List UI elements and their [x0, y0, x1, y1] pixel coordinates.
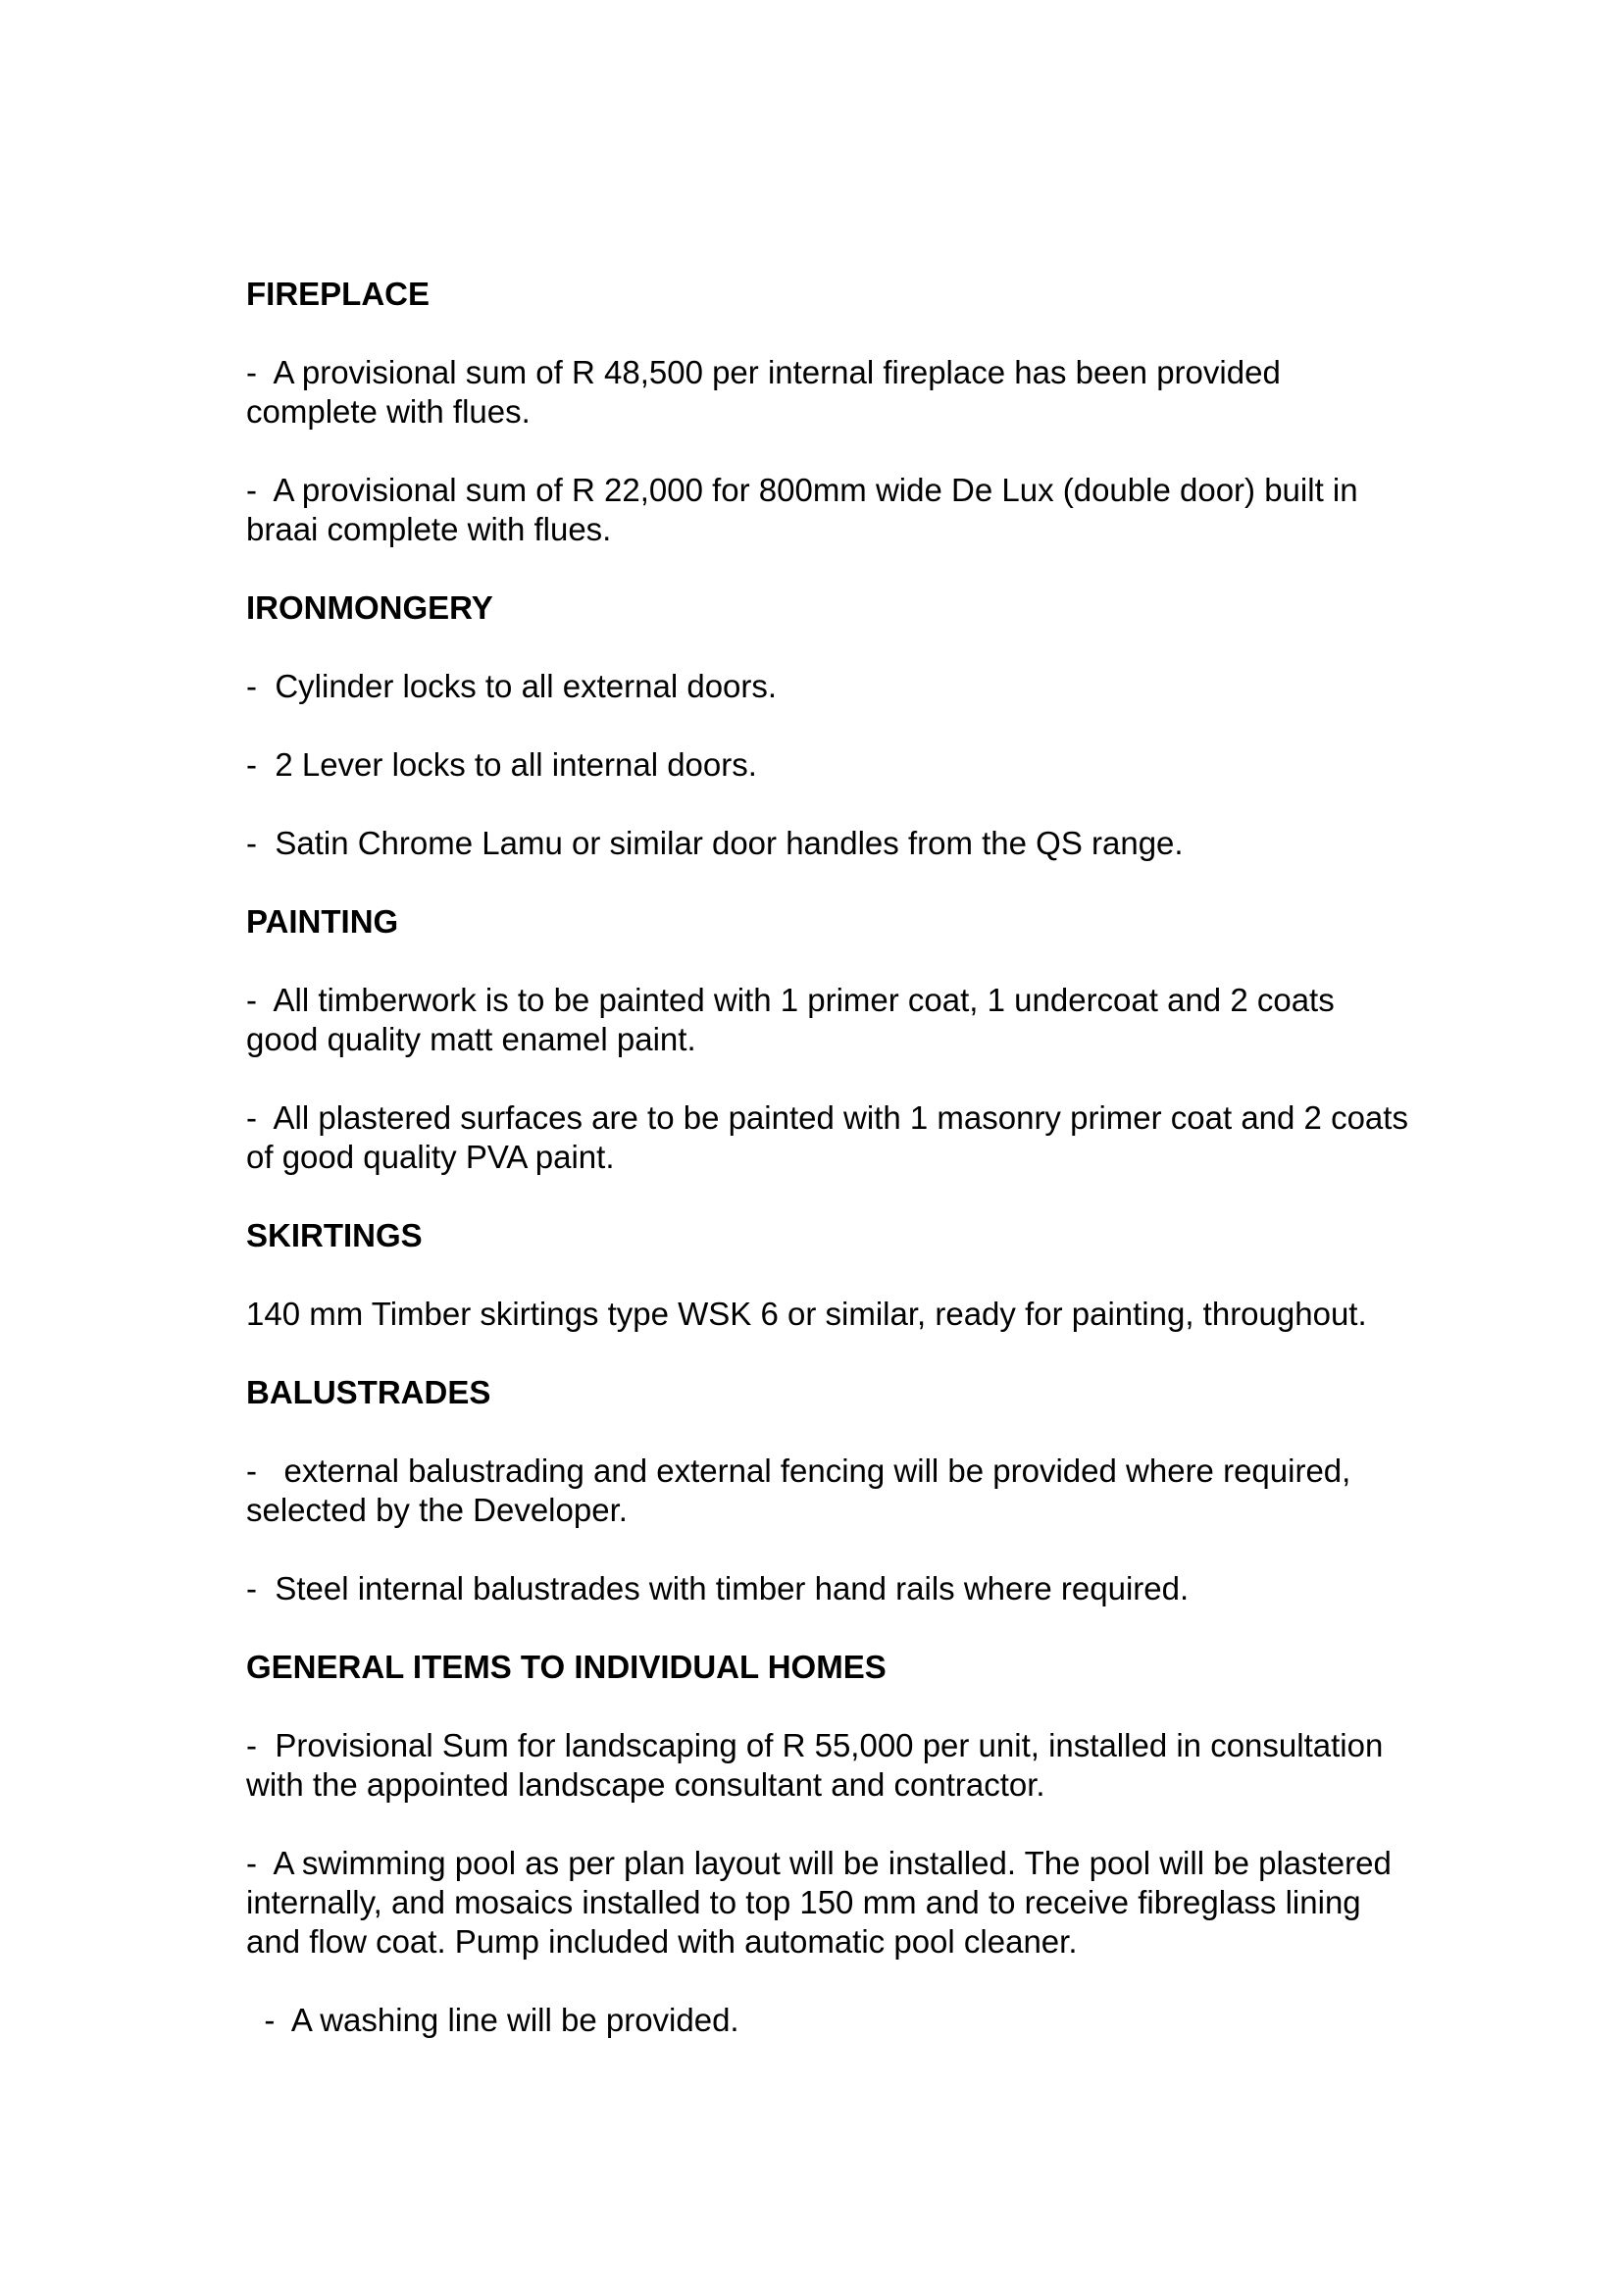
section-heading-general-items: GENERAL ITEMS TO INDIVIDUAL HOMES — [246, 1649, 887, 1685]
section-heading-fireplace: FIREPLACE — [246, 276, 431, 312]
section-heading-ironmongery: IRONMONGERY — [246, 589, 493, 626]
fireplace-item-2-line-2: braai complete with flues. — [246, 511, 612, 547]
general-item-2-line-3: and flow coat. Pump included with automatic pool cleaner. — [246, 1923, 1078, 1960]
balustrades-item-1-line-2: selected by the Developer. — [246, 1492, 628, 1528]
general-item-2-line-2: internally, and mosaics installed to top 150 mm and to receive fibreglass lining — [246, 1884, 1361, 1920]
painting-item-2-line-1: - All plastered surfaces are to be painted with 1 masonry primer coat and 2 coats — [246, 1099, 1408, 1136]
fireplace-item-2-line-1: - A provisional sum of R 22,000 for 800mm wide De Lux (double door) built in — [246, 472, 1358, 508]
section-heading-balustrades: BALUSTRADES — [246, 1374, 491, 1410]
balustrades-item-1-line-1: - external balustrading and external fencing will be provided where required, — [246, 1453, 1351, 1489]
ironmongery-item-3: - Satin Chrome Lamu or similar door handles from the QS range. — [246, 825, 1184, 861]
general-item-3: - A washing line will be provided. — [246, 2002, 739, 2038]
section-heading-painting: PAINTING — [246, 903, 399, 940]
skirtings-item-1: 140 mm Timber skirtings type WSK 6 or similar, ready for painting, throughout. — [246, 1296, 1367, 1332]
painting-item-1-line-1: - All timberwork is to be painted with 1 primer coat, 1 undercoat and 2 coats — [246, 982, 1335, 1018]
general-item-1-line-1: - Provisional Sum for landscaping of R 55,000 per unit, installed in consultation — [246, 1727, 1384, 1763]
section-heading-skirtings: SKIRTINGS — [246, 1217, 423, 1253]
balustrades-item-2: - Steel internal balustrades with timber hand rails where required. — [246, 1570, 1190, 1606]
general-item-2-line-1: - A swimming pool as per plan layout will be installed. The pool will be plastered — [246, 1845, 1392, 1881]
painting-item-1-line-2: good quality matt enamel paint. — [246, 1021, 696, 1057]
fireplace-item-1-line-2: complete with flues. — [246, 393, 531, 430]
general-item-1-line-2: with the appointed landscape consultant and contractor. — [246, 1766, 1045, 1803]
ironmongery-item-1: - Cylinder locks to all external doors. — [246, 668, 778, 704]
fireplace-item-1-line-1: - A provisional sum of R 48,500 per internal fireplace has been provided — [246, 354, 1281, 390]
ironmongery-item-2: - 2 Lever locks to all internal doors. — [246, 746, 757, 783]
painting-item-2-line-2: of good quality PVA paint. — [246, 1139, 615, 1175]
